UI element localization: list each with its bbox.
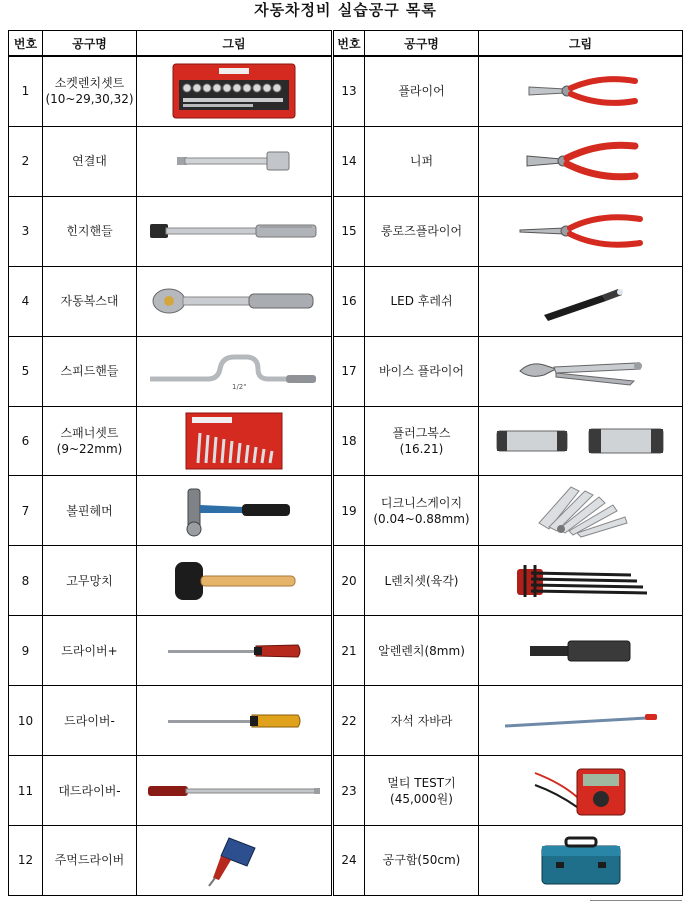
header-number-right: 번호 bbox=[333, 31, 365, 57]
tool-box-icon bbox=[536, 832, 626, 888]
tool-name: 볼핀헤머 bbox=[43, 476, 137, 546]
tool-number: 3 bbox=[9, 196, 43, 266]
tool-name: 자동복스대 bbox=[43, 266, 137, 336]
table-row bbox=[9, 56, 683, 126]
tool-number: 13 bbox=[333, 56, 365, 126]
tool-number: 1 bbox=[9, 56, 43, 126]
tool-name: 플라이어 bbox=[365, 56, 479, 126]
ratchet-handle-icon bbox=[149, 283, 319, 319]
tool-name: 주먹드라이버 bbox=[43, 825, 137, 895]
tool-number: 17 bbox=[333, 336, 365, 406]
large-screwdriver-icon bbox=[144, 781, 324, 801]
tool-name: 바이스 플라이어 bbox=[365, 336, 479, 406]
tool-name: LED 후레쉬 bbox=[365, 266, 479, 336]
flat-screwdriver-icon bbox=[164, 710, 304, 732]
tool-number: 4 bbox=[9, 266, 43, 336]
tool-number: 9 bbox=[9, 616, 43, 686]
tool-name: 플러그복스 (16.21) bbox=[365, 406, 479, 476]
table-row bbox=[9, 756, 683, 826]
tool-number: 18 bbox=[333, 406, 365, 476]
table-row bbox=[9, 546, 683, 616]
nipper-icon bbox=[521, 138, 641, 184]
tool-name: 스피드핸들 bbox=[43, 336, 137, 406]
table-row bbox=[9, 126, 683, 196]
header-tool-name-right: 공구명 bbox=[365, 31, 479, 57]
table-row bbox=[9, 336, 683, 406]
tool-name: 소켓렌치셋트 (10~29,30,32) bbox=[43, 56, 137, 126]
tool-name: 롱로즈플라이어 bbox=[365, 196, 479, 266]
header-picture: 그림 bbox=[137, 31, 333, 57]
tool-number: 2 bbox=[9, 126, 43, 196]
extension-bar-icon bbox=[169, 146, 299, 176]
table-row bbox=[9, 406, 683, 476]
tool-name: 니퍼 bbox=[365, 126, 479, 196]
long-nose-pliers-icon bbox=[516, 211, 646, 251]
tool-number: 22 bbox=[333, 686, 365, 756]
tool-number: 11 bbox=[9, 756, 43, 826]
spark-plug-socket-icon bbox=[493, 425, 669, 457]
tool-name: 디크니스게이지 (0.04~0.88mm) bbox=[365, 476, 479, 546]
speed-handle-icon bbox=[146, 351, 322, 391]
tool-name: 공구함(50cm) bbox=[365, 825, 479, 895]
header-picture-right: 그림 bbox=[479, 31, 683, 57]
hex-key-set-icon bbox=[511, 561, 651, 601]
pliers-icon bbox=[521, 71, 641, 111]
table-row bbox=[9, 266, 683, 336]
tool-name: 스패너셋트 (9~22mm) bbox=[43, 406, 137, 476]
magnetic-pickup-icon bbox=[501, 710, 661, 732]
tool-number: 10 bbox=[9, 686, 43, 756]
tool-number: 19 bbox=[333, 476, 365, 546]
tool-name: 알렌렌치(8mm) bbox=[365, 616, 479, 686]
tool-number: 12 bbox=[9, 825, 43, 895]
tool-number: 23 bbox=[333, 756, 365, 826]
tool-number: 21 bbox=[333, 616, 365, 686]
tool-name: 드라이버- bbox=[43, 686, 137, 756]
ball-peen-hammer-icon bbox=[174, 485, 294, 537]
tool-name: 연결대 bbox=[43, 126, 137, 196]
tool-name: 드라이버+ bbox=[43, 616, 137, 686]
phillips-screwdriver-icon bbox=[164, 640, 304, 662]
multimeter-icon bbox=[531, 763, 631, 819]
table-row bbox=[9, 825, 683, 895]
tool-name: 힌지핸들 bbox=[43, 196, 137, 266]
table-header-row bbox=[9, 31, 683, 57]
tool-number: 6 bbox=[9, 406, 43, 476]
tool-table bbox=[8, 30, 683, 896]
tool-number: 16 bbox=[333, 266, 365, 336]
tool-name: 멀티 TEST기 (45,000원) bbox=[365, 756, 479, 826]
tool-number: 24 bbox=[333, 825, 365, 895]
spanner-set-icon bbox=[184, 411, 284, 471]
tool-name: 자석 자바라 bbox=[365, 686, 479, 756]
hinge-handle-icon bbox=[146, 216, 322, 246]
tool-number: 7 bbox=[9, 476, 43, 546]
tool-number: 8 bbox=[9, 546, 43, 616]
tool-number: 20 bbox=[333, 546, 365, 616]
header-tool-name: 공구명 bbox=[43, 31, 137, 57]
vise-grip-pliers-icon bbox=[516, 353, 646, 389]
tool-number: 15 bbox=[333, 196, 365, 266]
table-row bbox=[9, 616, 683, 686]
led-flashlight-icon bbox=[536, 281, 626, 321]
table-row bbox=[9, 686, 683, 756]
tool-number: 5 bbox=[9, 336, 43, 406]
footer-divider bbox=[590, 900, 682, 901]
socket-wrench-set-icon bbox=[169, 60, 299, 122]
tool-name: 고무망치 bbox=[43, 546, 137, 616]
rubber-mallet-icon bbox=[169, 556, 299, 606]
tool-name: 대드라이버- bbox=[43, 756, 137, 826]
tool-number: 14 bbox=[333, 126, 365, 196]
speed-handle-mark: 1/2" bbox=[232, 383, 247, 392]
feeler-gauge-icon bbox=[531, 483, 631, 539]
table-row bbox=[9, 196, 683, 266]
table-row bbox=[9, 476, 683, 546]
header-number: 번호 bbox=[9, 31, 43, 57]
tool-name: L렌치셋(육각) bbox=[365, 546, 479, 616]
stubby-screwdriver-icon bbox=[199, 832, 269, 888]
allen-socket-icon bbox=[526, 636, 636, 666]
page-title: 자동차정비 실습공구 목록 bbox=[254, 1, 437, 19]
